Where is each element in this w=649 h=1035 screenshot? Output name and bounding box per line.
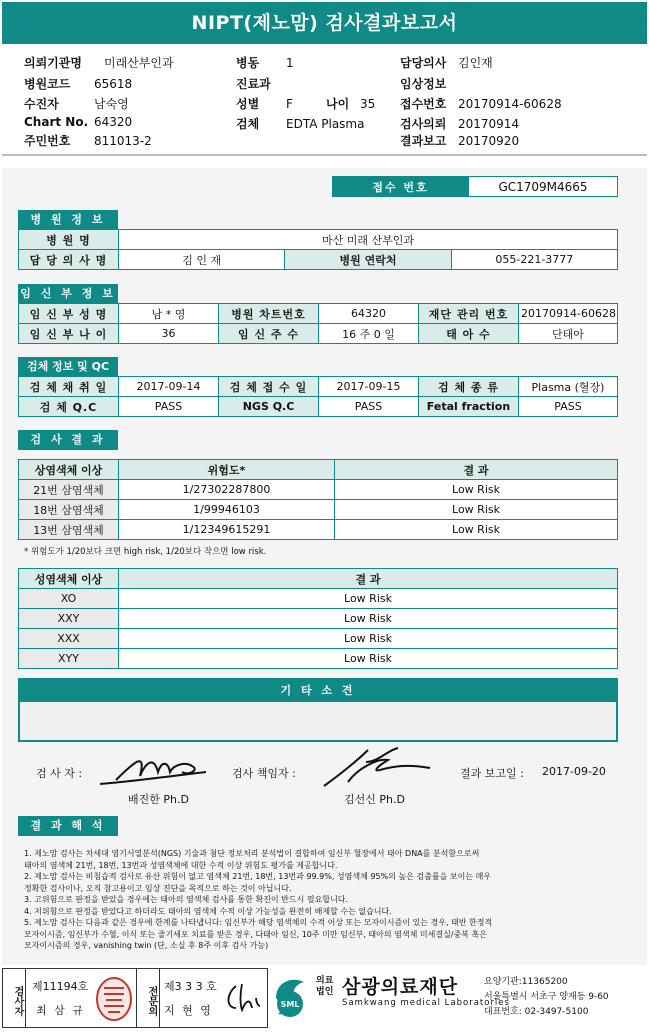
results-col-risk: 위험도*: [119, 460, 335, 480]
tester-footer-name: 최 삼 규: [36, 1004, 85, 1017]
manager-label: 검사 책임자 :: [232, 767, 296, 780]
result-value: Low Risk: [119, 649, 618, 669]
interpretation-line: 모자이시즘의 경우, vanishing twin (단, 소실 후 8주 이후 검사 가능): [24, 941, 269, 950]
interpretation-line: 2. 제노맘 검사는 비침습적 검사로 유산 위험이 없고 염색체 21번, 18번, 13번과 99.9%, 성염색체 95%의 높은 검출률을 보이는 매우: [24, 872, 492, 881]
weeks-value: 16 주 0 일: [319, 324, 419, 344]
age-value: 35: [360, 97, 376, 111]
weeks-label: 임 신 주 수: [219, 324, 319, 344]
recipient-value: 남숙영: [94, 97, 129, 111]
trisomy-name: 21번 삼염색체: [19, 480, 119, 500]
table-row: [19, 649, 618, 669]
interpretation-line: 3. 고위험으로 판정을 받았을 경우에는 태아의 염색체 검사를 통한 확진이 반드시 필요합니다.: [24, 895, 349, 904]
fetal-fraction-label: Fetal fraction: [419, 397, 519, 417]
results-table: [18, 459, 618, 540]
result-value: Low Risk: [119, 629, 618, 649]
interpretation-title: 결 과 해 석: [18, 816, 118, 836]
org-prefix: 의료법인: [316, 976, 334, 997]
ngs-value: PASS: [319, 397, 419, 417]
fetal-fraction-value: PASS: [519, 397, 618, 417]
receipt-no-row: 접수번호 20170914-60628: [400, 97, 562, 111]
table-row: [19, 629, 618, 649]
results-section-title: 검 사 결 과: [18, 430, 118, 450]
interpretation-line: 태아의 염색체 21번, 18번, 13번과 성염색체에 대한 수적 이상 위험도 평가를 제공합니다.: [24, 860, 338, 870]
chromosome-name: XO: [19, 589, 119, 609]
hospital-table: [18, 229, 618, 270]
risk-value: 1/12349615291: [119, 520, 335, 540]
receive-label: 검 체 접 수 일: [219, 377, 319, 397]
specimen-value: EDTA Plasma: [286, 117, 365, 131]
pregnant-table: [18, 303, 618, 344]
sml-logo-text: SML: [280, 1000, 300, 1009]
doctor-label: 담 당 의 사 명: [19, 250, 119, 270]
report-title: NIPT(제노맘) 검사결과보고서: [2, 2, 647, 44]
recipient-row: 수진자 남숙영: [24, 97, 129, 111]
hospital-name-value: 마산 미래 산부인과: [119, 230, 618, 250]
interpretation-line: 4. 저위험으로 판정을 받았다고 하더라도 태아의 염색체 수적 이상 가능성을 완전히 배제할 수는 없습니다.: [24, 906, 392, 916]
mgmt-value: 20170914-60628: [519, 304, 618, 324]
doctor-tag: 전문의: [136, 968, 160, 1028]
trisomy-name: 18번 삼염색체: [19, 500, 119, 520]
receipt-value: GC1709M4665: [469, 177, 618, 197]
tester-label: 검 사 자 :: [36, 767, 83, 780]
table-row: [19, 609, 618, 629]
collect-value: 2017-09-14: [119, 377, 219, 397]
risk-value: 1/99946103: [119, 500, 335, 520]
chromosome-name: XXX: [19, 629, 119, 649]
mgmt-label: 재단 관리 번호: [419, 304, 519, 324]
hospital-name-label: 병 원 명: [19, 230, 119, 250]
ward-row: 병동 1: [236, 56, 294, 70]
org-name: 삼광의료재단: [342, 976, 459, 998]
risk-value: 1/27302287800: [119, 480, 335, 500]
department-row: 진료과: [236, 77, 271, 91]
fetus-value: 단태아: [519, 324, 618, 344]
results-col-result: 결 과: [335, 460, 618, 480]
chart-no-value: 64320: [94, 115, 133, 129]
report-date-row: 결과보고 20170920: [400, 134, 520, 148]
request-date-row: 검사의뢰 20170914: [400, 117, 520, 131]
chart-no-row: Chart No. 64320: [24, 115, 133, 129]
collect-label: 검 체 채 취 일: [19, 377, 119, 397]
table-row: [19, 500, 618, 520]
table-row: [19, 520, 618, 540]
result-value: Low Risk: [119, 609, 618, 629]
resident-no-row: 주민번호 811013-2: [24, 134, 152, 148]
chart-value: 64320: [319, 304, 419, 324]
other-findings-content: [20, 702, 616, 714]
sex-row: 성별 F 나이 35: [236, 97, 376, 111]
doctor-license: 제3 3 3 호: [164, 980, 217, 993]
org-address: 서울특별시 서초구 양재동 9-60: [484, 992, 609, 1002]
specimen-type-value: Plasma (혈장): [519, 377, 618, 397]
specimen-row: 검체 EDTA Plasma: [236, 117, 365, 131]
resident-no-value: 811013-2: [94, 134, 152, 148]
institution-row: 의뢰기관명 미래산부인과: [24, 56, 174, 70]
doctor-footer-name: 지 현 영: [164, 1004, 213, 1017]
manager-name: 김선신 Ph.D: [344, 793, 405, 806]
org-phone: 대표번호: 02-3497-5100: [484, 1007, 589, 1017]
doctor-signature-icon: [222, 980, 262, 1016]
org-english: Samkwang medical Laboratories: [342, 998, 510, 1008]
hospital-code-value: 65618: [94, 77, 133, 91]
sex-col-name: 성염색체 이상: [19, 569, 119, 589]
report-date-label: 결과 보고일 :: [460, 767, 524, 780]
physician-row: 담당의사 김인재: [400, 56, 493, 70]
specimen-section-title: 검체 정보 및 QC: [18, 357, 118, 377]
sml-logo-icon: [270, 972, 310, 1022]
result-value: Low Risk: [335, 520, 618, 540]
interpretation-text: [24, 848, 624, 952]
institution-value: 미래산부인과: [104, 56, 174, 70]
org-code: 요양기관:11365200: [484, 977, 568, 987]
hospital-code-row: 병원코드 65618: [24, 77, 133, 91]
specimen-type-label: 검 체 종 류: [419, 377, 519, 397]
trisomy-name: 13번 삼염색체: [19, 520, 119, 540]
fetus-label: 태 아 수: [419, 324, 519, 344]
receipt-no-value: 20170914-60628: [458, 97, 562, 111]
interpretation-line: 5. 제노맘 검사는 다음과 같은 경우에 한계를 나타냅니다: 임신부가 해당 염색체의 수적 이상 또는 모자이시즘이 있는 경우, 태반 한정적: [24, 918, 493, 927]
specimen-table: [18, 376, 618, 417]
risk-footnote: * 위험도가 1/20보다 크면 high risk, 1/20보다 작으면 low risk.: [24, 547, 267, 557]
qc-value: PASS: [119, 397, 219, 417]
manager-signature-icon: [318, 742, 438, 792]
pregnant-age-value: 36: [119, 324, 219, 344]
receipt-label: 접수 번호: [333, 177, 469, 197]
chromosome-name: XYY: [19, 649, 119, 669]
receipt-table: [332, 176, 618, 197]
header-divider: [2, 154, 647, 156]
interpretation-line: 모자이시즘, 임신부가 수혈, 이식 또는 줄기세포 치료를 받은 경우, 다태아 임신, 10주 미만 임신부, 태아의 염색체 미세결실/중복 혹은: [24, 929, 487, 939]
result-value: Low Risk: [335, 500, 618, 520]
qc-label: 검 체 Q.C: [19, 397, 119, 417]
sex-col-result: 결 과: [119, 569, 618, 589]
pregnant-name-label: 임 신 부 성 명: [19, 304, 119, 324]
report-date-value: 20170920: [458, 134, 520, 148]
request-date-value: 20170914: [458, 117, 520, 131]
seal-icon: [94, 976, 134, 1022]
interpretation-line: 1. 제노맘 검사는 차세대 염기서열분석(NGS) 기술과 첨단 정보처리 분석법이 결합하여 임신부 혈장에서 태아 DNA를 분석함으로써: [24, 849, 480, 858]
sex-chrom-table: [18, 568, 618, 669]
contact-label: 병원 연락처: [285, 250, 451, 270]
ward-value: 1: [286, 56, 294, 70]
chart-label: 병원 차트번호: [219, 304, 319, 324]
ngs-label: NGS Q.C: [219, 397, 319, 417]
physician-value: 김인재: [458, 56, 493, 70]
interpretation-line: 정확한 검사이나, 오직 참고용이고 임상 진단을 목적으로 하는 것이 아닙니다.: [24, 883, 292, 893]
other-findings-title: 기 타 소 견: [20, 680, 616, 702]
receive-value: 2017-09-15: [319, 377, 419, 397]
result-value: Low Risk: [119, 589, 618, 609]
results-col-autosome: 상염색체 이상: [19, 460, 119, 480]
contact-value: 055-221-3777: [451, 250, 617, 270]
table-row: [19, 480, 618, 500]
other-findings-box: [18, 678, 618, 742]
report-date-value-sig: 2017-09-20: [542, 765, 606, 778]
pregnant-section-title: 임 신 부 정 보: [18, 284, 118, 304]
result-value: Low Risk: [335, 480, 618, 500]
tester-signature-icon: [96, 742, 216, 792]
sex-value: F: [286, 97, 293, 111]
pregnant-age-label: 임 신 부 나 이: [19, 324, 119, 344]
hospital-section-title: 병 원 정 보: [18, 210, 118, 230]
pregnant-name-value: 남 * 영: [119, 304, 219, 324]
tester-name: 배진한 Ph.D: [128, 793, 189, 806]
chromosome-name: XXY: [19, 609, 119, 629]
doctor-value: 김 인 재: [119, 250, 285, 270]
table-row: [19, 589, 618, 609]
clinical-info-row: 임상정보: [400, 77, 447, 91]
tester-license: 제11194호: [32, 980, 89, 993]
tester-tag: 검사자: [2, 968, 26, 1028]
